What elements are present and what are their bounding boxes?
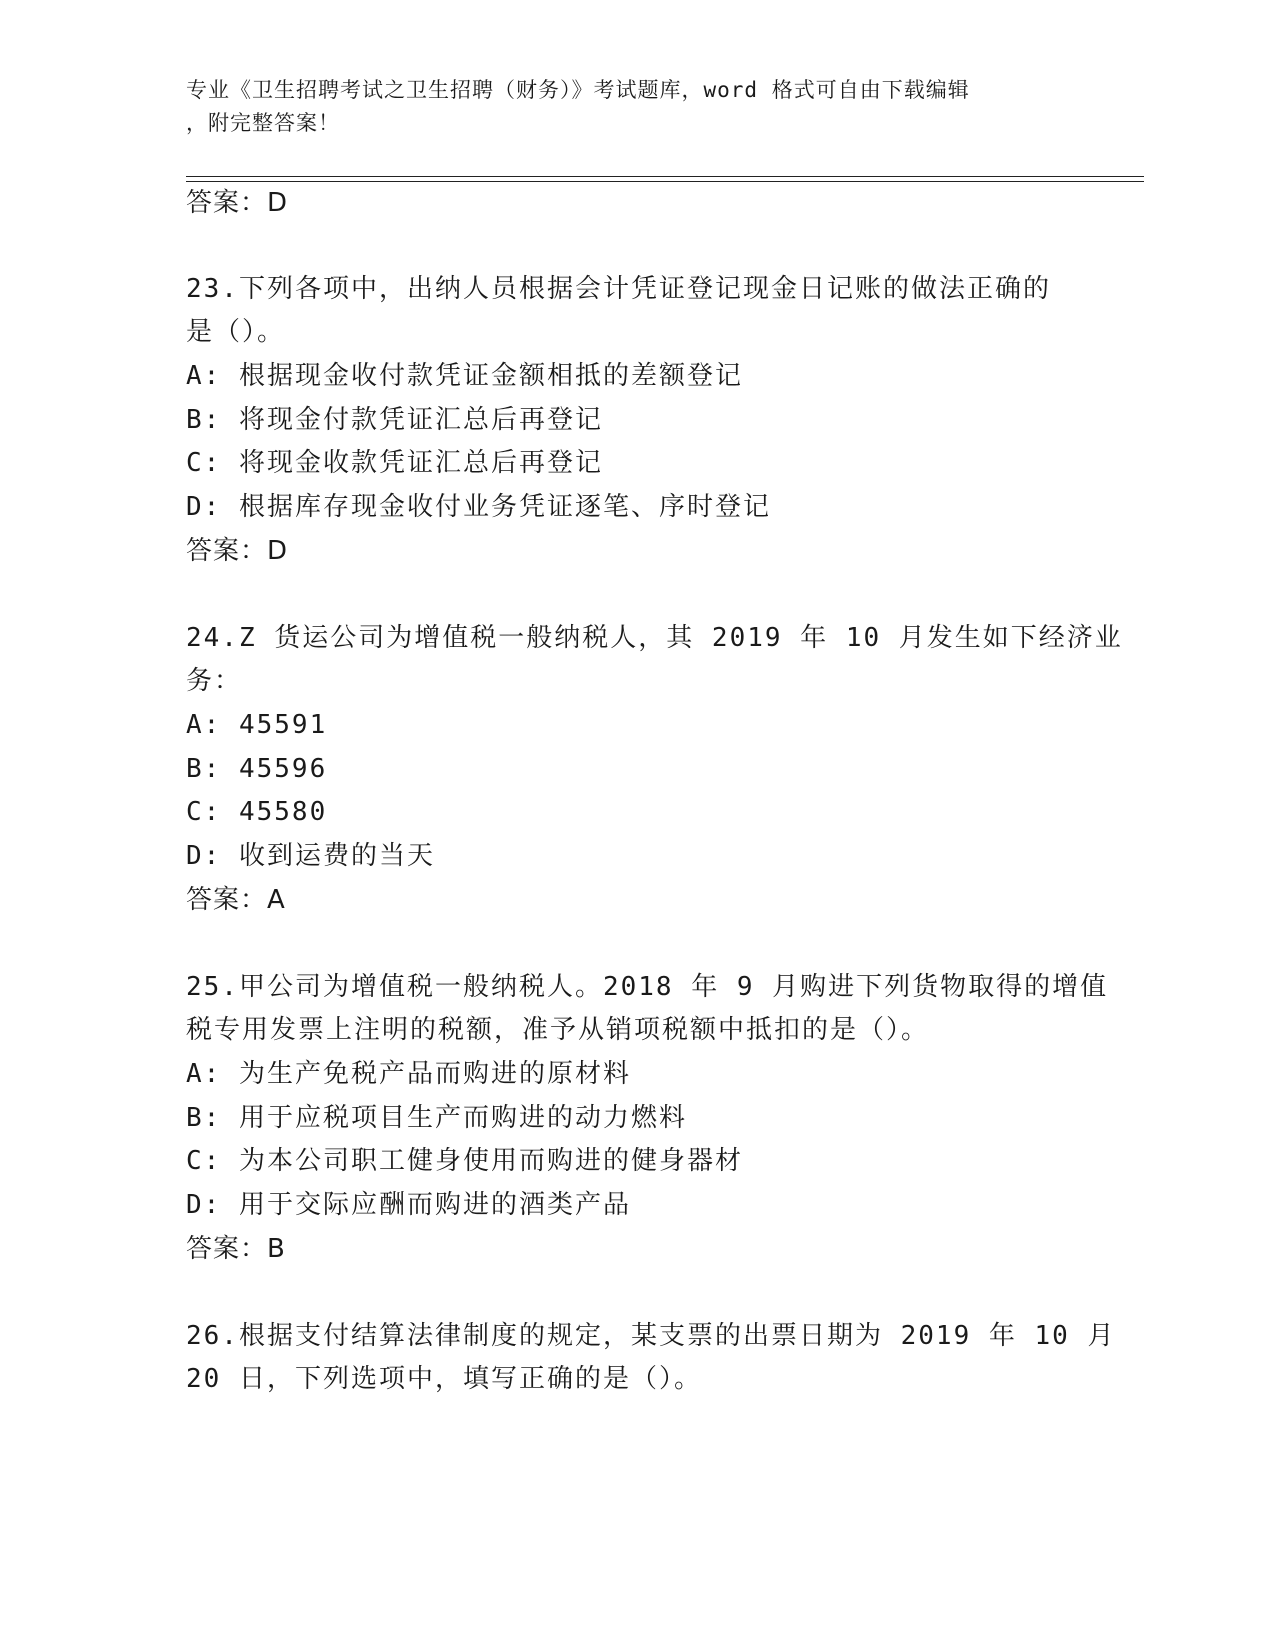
answer: 答案：D [186, 536, 289, 566]
question-stem-line: 24.Z 货运公司为增值税一般纳税人，其 2019 年 10 月发生如下经济业 [186, 623, 1123, 653]
header-line-2: ，附完整答案！ [186, 111, 340, 135]
header-rule-top [186, 176, 1144, 177]
option-c: C: 将现金收款凭证汇总后再登记 [186, 448, 603, 478]
option-c: C: 45580 [186, 797, 328, 827]
answer: 答案：B [186, 1234, 286, 1264]
question-stem-line: 26.根据支付结算法律制度的规定，某支票的出票日期为 2019 年 10 月 [186, 1321, 1116, 1351]
option-a: A: 为生产免税产品而购进的原材料 [186, 1059, 631, 1089]
question-stem-line: 税专用发票上注明的税额，准予从销项税额中抵扣的是（）。 [186, 1015, 930, 1045]
question-stem-line: 25.甲公司为增值税一般纳税人。2018 年 9 月购进下列货物取得的增值 [186, 972, 1109, 1002]
question-stem-line: 务： [186, 666, 243, 696]
option-b: B: 45596 [186, 754, 328, 784]
option-d: D: 根据库存现金收付业务凭证逐笔、序时登记 [186, 492, 771, 522]
question-stem-line: 20 日，下列选项中，填写正确的是（）。 [186, 1364, 702, 1394]
option-b: B: 将现金付款凭证汇总后再登记 [186, 405, 603, 435]
option-c: C: 为本公司职工健身使用而购进的健身器材 [186, 1146, 743, 1176]
option-a: A: 45591 [186, 710, 328, 740]
document-header [186, 74, 1086, 140]
header-rule-bottom [186, 181, 1144, 182]
answer: 答案：A [186, 885, 286, 915]
option-d: D: 用于交际应酬而购进的酒类产品 [186, 1190, 631, 1220]
question-stem-line: 是（）。 [186, 317, 286, 347]
option-d: D: 收到运费的当天 [186, 841, 435, 871]
option-b: B: 用于应税项目生产而购进的动力燃料 [186, 1103, 687, 1133]
header-line-1: 专业《卫生招聘考试之卫生招聘（财务）》考试题库，word 格式可自由下载编辑 [186, 78, 970, 102]
option-a: A: 根据现金收付款凭证金额相抵的差额登记 [186, 361, 743, 391]
question-stem-line: 23.下列各项中，出纳人员根据会计凭证登记现金日记账的做法正确的 [186, 274, 1051, 304]
previous-answer: 答案：D [186, 188, 289, 218]
